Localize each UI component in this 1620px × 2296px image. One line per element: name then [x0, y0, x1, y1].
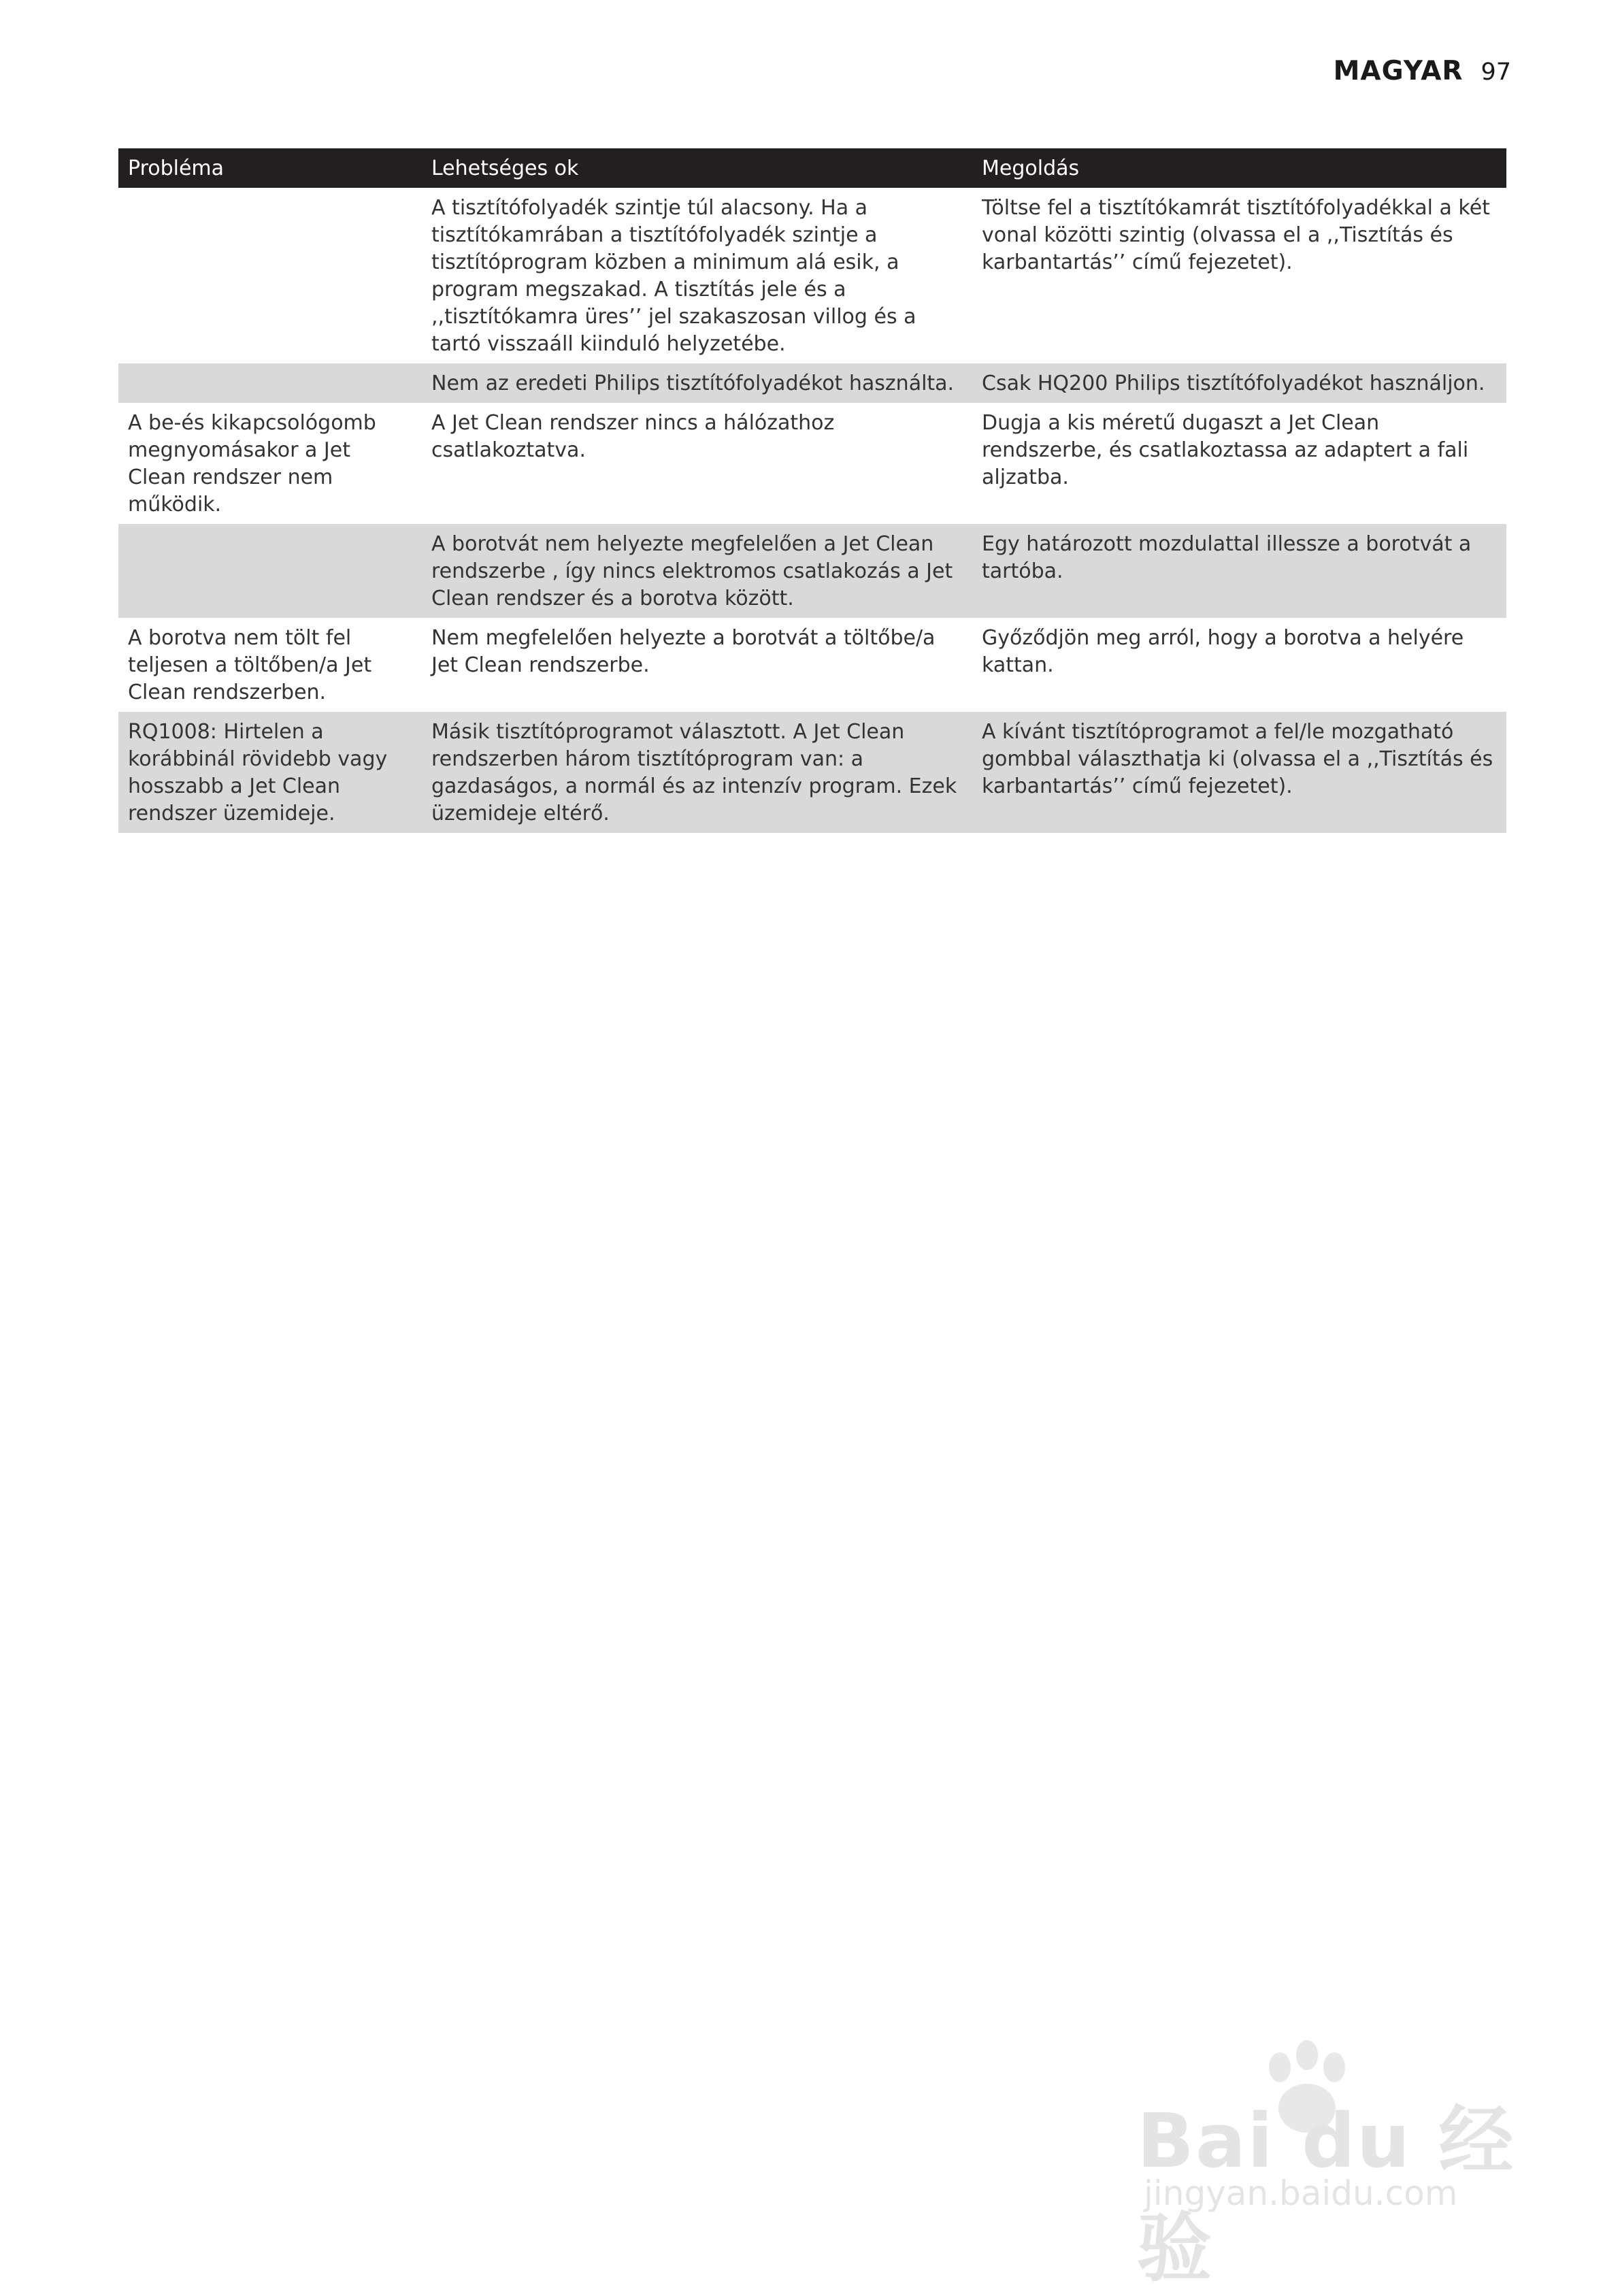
table-row [118, 618, 1506, 712]
solution-cell: Csak HQ200 Philips tisztítófolyadékot használjon. [972, 363, 1506, 403]
watermark-url: jingyan.baidu.com [1144, 2174, 1458, 2213]
solution-cell: Győződjön meg arról, hogy a borotva a helyére kattan. [972, 618, 1506, 712]
solution-cell: Dugja a kis méretű dugaszt a Jet Clean rendszerbe, és csatlakoztassa az adaptert a fali aljzatba. [972, 403, 1506, 524]
table-row [118, 712, 1506, 833]
cause-cell: Nem megfelelően helyezte a borotvát a töltőbe/a Jet Clean rendszerbe. [422, 618, 972, 712]
solution-cell: A kívánt tisztítóprogramot a fel/le mozgatható gombbal választhatja ki (olvassa el a ,,Tisztítás és karbantartás’’ című fejezetet). [972, 712, 1506, 833]
table-row [118, 524, 1506, 618]
solution-cell: Töltse fel a tisztítókamrát tisztítófolyadékkal a két vonal közötti szintig (olvassa el a ,,Tisztítás és karbantartás’’ című fejezetet). [972, 188, 1506, 363]
table-body [118, 188, 1506, 833]
problem-cell [118, 188, 422, 363]
problem-cell [118, 363, 422, 403]
watermark-brand: Bai du 经验 [1137, 2097, 1515, 2292]
language-label: MAGYAR [1333, 56, 1464, 86]
problem-cell: RQ1008: Hirtelen a korábbinál rövidebb vagy hosszabb a Jet Clean rendszer üzemideje. [118, 712, 422, 833]
page-number: 97 [1481, 59, 1511, 86]
baidu-watermark [1137, 2040, 1518, 2292]
solution-cell: Egy határozott mozdulattal illessze a borotvát a tartóba. [972, 524, 1506, 618]
cause-cell: Másik tisztítóprogramot választott. A Jet Clean rendszerben három tisztítóprogram van: a gazdaságos, a normál és az intenzív program. Ezek üzemideje eltérő. [422, 712, 972, 833]
cause-cell: A Jet Clean rendszer nincs a hálózathoz csatlakoztatva. [422, 403, 972, 524]
table-header-row [118, 148, 1506, 188]
troubleshooting-table [118, 148, 1506, 833]
problem-cell [118, 524, 422, 618]
problem-cell: A be-és kikapcsológomb megnyomásakor a Jet Clean rendszer nem működik. [118, 403, 422, 524]
cause-cell: Nem az eredeti Philips tisztítófolyadékot használta. [422, 363, 972, 403]
problem-cell: A borotva nem tölt fel teljesen a töltőben/a Jet Clean rendszerben. [118, 618, 422, 712]
cause-cell: A borotvát nem helyezte megfelelően a Jet Clean rendszerbe , így nincs elektromos csatlakozás a Jet Clean rendszer és a borotva között. [422, 524, 972, 618]
table-row [118, 188, 1506, 363]
column-header-problem: Probléma [118, 148, 422, 188]
cause-cell: A tisztítófolyadék szintje túl alacsony. Ha a tisztítókamrában a tisztítófolyadék szintje a tisztítóprogram közben a minimum alá esik, a program megszakad. A tisztítás jele és a ,,tisztítókamra üres’’ jel szakaszosan villog és a tartó visszaáll kiinduló helyzetébe. [422, 188, 972, 363]
column-header-cause: Lehetséges ok [422, 148, 972, 188]
page-header [1334, 56, 1511, 86]
table-header [118, 148, 1506, 188]
column-header-solution: Megoldás [972, 148, 1506, 188]
table-row [118, 363, 1506, 403]
table-row [118, 403, 1506, 524]
